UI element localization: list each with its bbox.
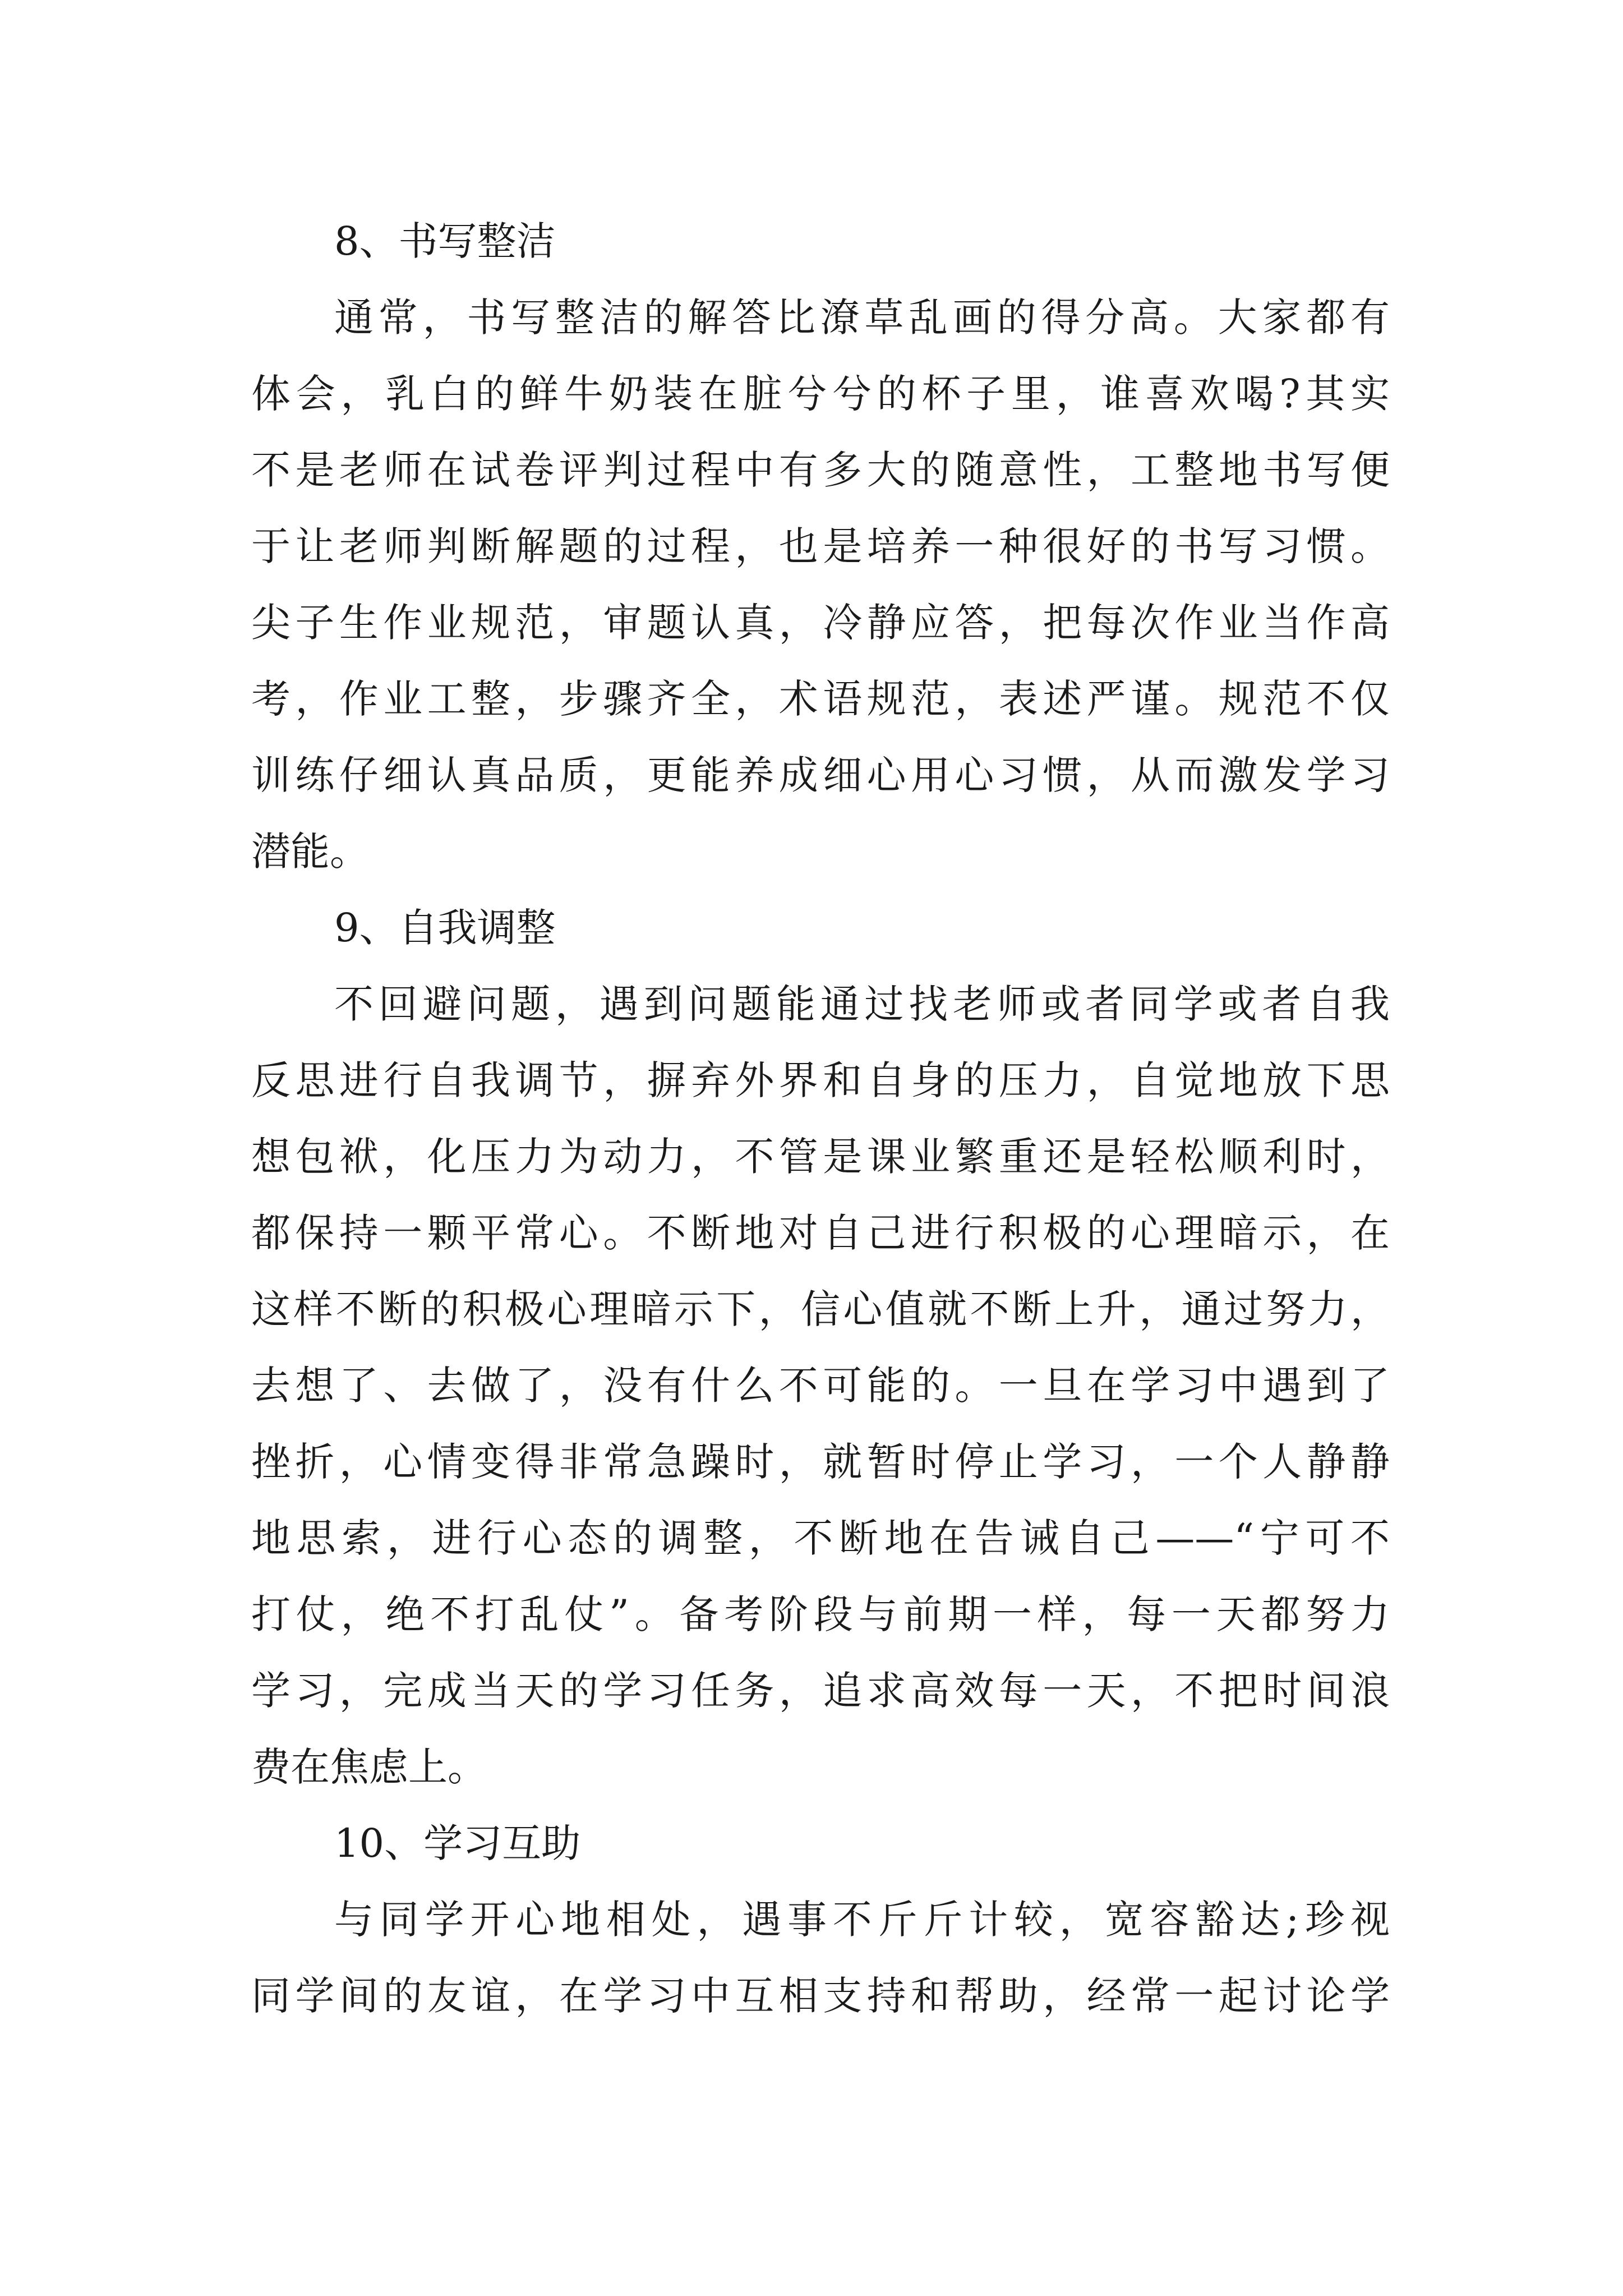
paragraph-line: 都保持一颗平常心。不断地对自己进行积极的心理暗示，在 [251,1210,1390,1256]
paragraph-line: 不回避问题，遇到问题能通过找老师或者同学或者自我 [334,981,1390,1027]
section-heading: 8、书写整洁 [334,218,556,264]
paragraph-line: 同学间的友谊，在学习中互相支持和帮助，经常一起讨论学 [251,1973,1390,2019]
paragraph-line: 体会，乳白的鲜牛奶装在脏兮兮的杯子里，谁喜欢喝?其实 [251,371,1390,417]
paragraph-line: 潜能。 [251,829,369,875]
section-heading: 9、自我调整 [334,905,556,951]
paragraph-line: 学习，完成当天的学习任务，追求高效每一天，不把时间浪 [251,1668,1390,1714]
paragraph-line: 尖子生作业规范，审题认真，冷静应答，把每次作业当作高 [251,600,1390,646]
paragraph-line: 费在焦虑上。 [251,1744,487,1790]
paragraph-line: 与同学开心地相处，遇事不斤斤计较，宽容豁达;珍视 [334,1897,1390,1943]
paragraph-line: 地思索，进行心态的调整，不断地在告诫自己——“宁可不 [251,1515,1390,1561]
paragraph-line: 打仗，绝不打乱仗”。备考阶段与前期一样，每一天都努力 [251,1591,1390,1637]
paragraph-line: 这样不断的积极心理暗示下，信心值就不断上升，通过努力， [251,1286,1390,1332]
paragraph-line: 挫折，心情变得非常急躁时，就暂时停止学习，一个人静静 [251,1439,1390,1485]
section-heading: 10、学习互助 [334,1820,581,1866]
paragraph-line: 想包袱，化压力为动力，不管是课业繁重还是轻松顺利时， [251,1134,1390,1180]
paragraph-line: 去想了、去做了，没有什么不可能的。一旦在学习中遇到了 [251,1363,1390,1409]
body-text [251,203,1390,2034]
paragraph-line: 反思进行自我调节，摒弃外界和自身的压力，自觉地放下思 [251,1057,1390,1103]
paragraph-line: 通常，书写整洁的解答比潦草乱画的得分高。大家都有 [334,295,1390,341]
paragraph-line: 不是老师在试卷评判过程中有多大的随意性，工整地书写便 [251,447,1390,493]
paragraph-line: 于让老师判断解题的过程，也是培养一种很好的书写习惯。 [251,523,1390,569]
paragraph-line: 训练仔细认真品质，更能养成细心用心习惯，从而激发学习 [251,752,1390,798]
paragraph-line: 考，作业工整，步骤齐全，术语规范，表述严谨。规范不仅 [251,676,1390,722]
